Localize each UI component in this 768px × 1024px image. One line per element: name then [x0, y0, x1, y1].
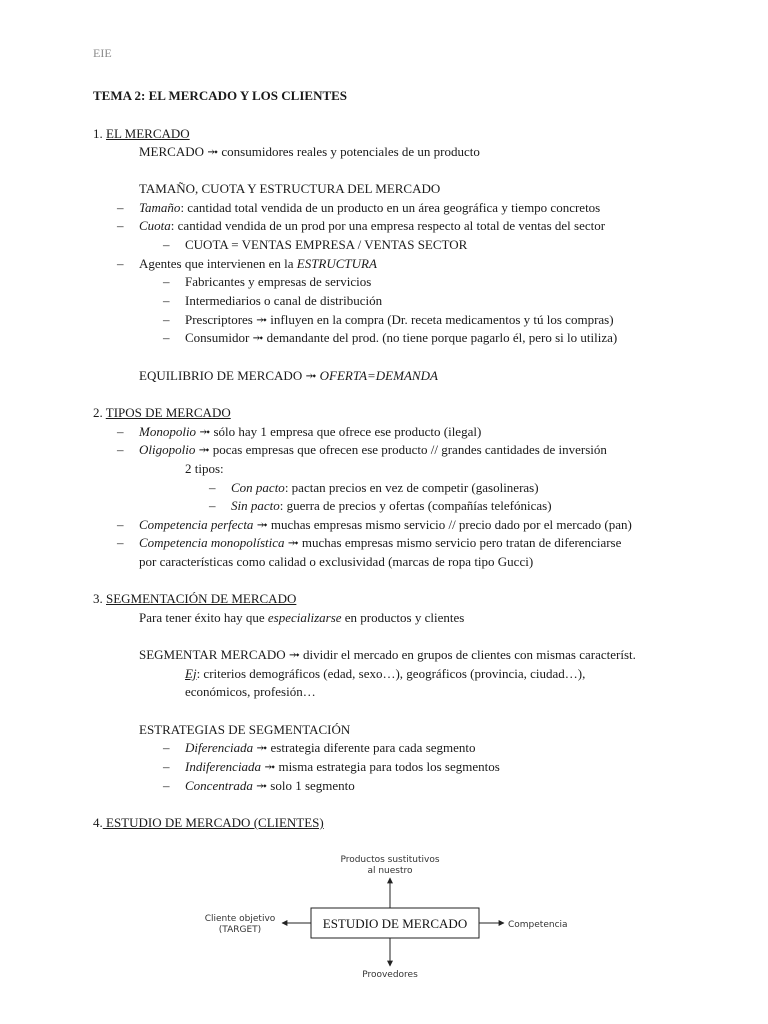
exito-especializarse: Para tener éxito hay que especializarse en productos y clientes	[139, 610, 465, 625]
bullet-dash: –	[163, 778, 170, 793]
item-agente-intermediarios: Intermediarios o canal de distribución	[185, 293, 383, 308]
label-bottom: Proovedores	[362, 970, 418, 980]
section-3-heading: 3. SEGMENTACIÓN DE MERCADO	[93, 591, 297, 606]
bullet-dash: –	[117, 424, 124, 439]
bullet-dash: –	[163, 293, 170, 308]
bullet-dash: –	[117, 535, 124, 550]
bullet-dash: –	[209, 480, 216, 495]
segmentar-ejemplo-cont: económicos, profesión…	[185, 684, 316, 699]
page-header: EIE	[93, 46, 112, 60]
item-oligopolio: Oligopolio ⤞ pocas empresas que ofrecen ese producto // grandes cantidades de inversión	[139, 442, 607, 457]
mercado-definition: MERCADO ⤞ consumidores reales y potenciales de un producto	[139, 144, 480, 159]
bullet-dash: –	[163, 759, 170, 774]
item-monopolio: Monopolio ⤞ sólo hay 1 empresa que ofrece ese producto (ilegal)	[139, 424, 482, 439]
market-study-diagram	[190, 848, 590, 988]
bullet-dash: –	[163, 274, 170, 289]
label-top-line1: Productos sustitutivos	[340, 855, 440, 865]
section-4-heading: 4. ESTUDIO DE MERCADO (CLIENTES)	[93, 815, 324, 830]
label-left-line1: Cliente objetivo	[204, 914, 276, 924]
bullet-dash: –	[117, 256, 124, 271]
item-agente-consumidor: Consumidor ⤞ demandante del prod. (no tiene porque pagarlo él, pero si lo utiliza)	[185, 330, 618, 345]
bullet-dash: –	[163, 312, 170, 327]
bullet-dash: –	[163, 330, 170, 345]
item-cuota-formula: CUOTA = VENTAS EMPRESA / VENTAS SECTOR	[185, 237, 468, 252]
item-sin-pacto: Sin pacto: guerra de precios y ofertas (compañías telefónicas)	[231, 498, 552, 513]
equilibrio-mercado: EQUILIBRIO DE MERCADO ⤞ OFERTA=DEMANDA	[139, 368, 438, 383]
label-right: Competencia	[508, 920, 568, 930]
item-competencia-perfecta: Competencia perfecta ⤞ muchas empresas mismo servicio // precio dado por el mercado (pan)	[139, 517, 632, 532]
segmentar-mercado: SEGMENTAR MERCADO ⤞ dividir el mercado en grupos de clientes con mismas característ.	[139, 647, 636, 662]
label-left-line2: (TARGET)	[218, 925, 262, 935]
bullet-dash: –	[117, 200, 124, 215]
item-agentes: Agentes que intervienen en la ESTRUCTURA	[139, 256, 377, 271]
subheading-tamano-cuota: TAMAÑO, CUOTA Y ESTRUCTURA DEL MERCADO	[139, 181, 441, 196]
bullet-dash: –	[117, 517, 124, 532]
item-competencia-monopolistica-cont: por características como calidad o exclusividad (marcas de ropa tipo Gucci)	[139, 554, 534, 569]
item-concentrada: Concentrada ⤞ solo 1 segmento	[185, 778, 355, 793]
section-1-heading: 1. EL MERCADO	[93, 126, 190, 141]
oligopolio-tipos: 2 tipos:	[185, 461, 224, 476]
bullet-dash: –	[117, 218, 124, 233]
item-indiferenciada: Indiferenciada ⤞ misma estrategia para todos los segmentos	[185, 759, 500, 774]
document-title: TEMA 2: EL MERCADO Y LOS CLIENTES	[93, 88, 348, 103]
bullet-dash: –	[117, 442, 124, 457]
bullet-dash: –	[163, 237, 170, 252]
segmentar-ejemplo: Ej: criterios demográficos (edad, sexo…), geográficos (provincia, ciudad…),	[185, 666, 586, 681]
estrategias-segmentacion: ESTRATEGIAS DE SEGMENTACIÓN	[139, 722, 351, 737]
bullet-dash: –	[163, 740, 170, 755]
item-con-pacto: Con pacto: pactan precios en vez de competir (gasolineras)	[231, 480, 539, 495]
center-box-label: ESTUDIO DE MERCADO	[322, 916, 468, 931]
item-tamano: Tamaño: cantidad total vendida de un producto en un área geográfica y tiempo concretos	[139, 200, 601, 215]
item-agente-fabricantes: Fabricantes y empresas de servicios	[185, 274, 372, 289]
item-diferenciada: Diferenciada ⤞ estrategia diferente para cada segmento	[185, 740, 476, 755]
item-competencia-monopolistica: Competencia monopolística ⤞ muchas empresas mismo servicio pero tratan de diferenciarse	[139, 535, 622, 550]
item-cuota: Cuota: cantidad vendida de un prod por una empresa respecto al total de ventas del sector	[139, 218, 606, 233]
item-agente-prescriptores: Prescriptores ⤞ influyen en la compra (Dr. receta medicamentos y tú los compras)	[185, 312, 614, 327]
bullet-dash: –	[209, 498, 216, 513]
section-2-heading: 2. TIPOS DE MERCADO	[93, 405, 231, 420]
label-top-line2: al nuestro	[367, 866, 413, 876]
